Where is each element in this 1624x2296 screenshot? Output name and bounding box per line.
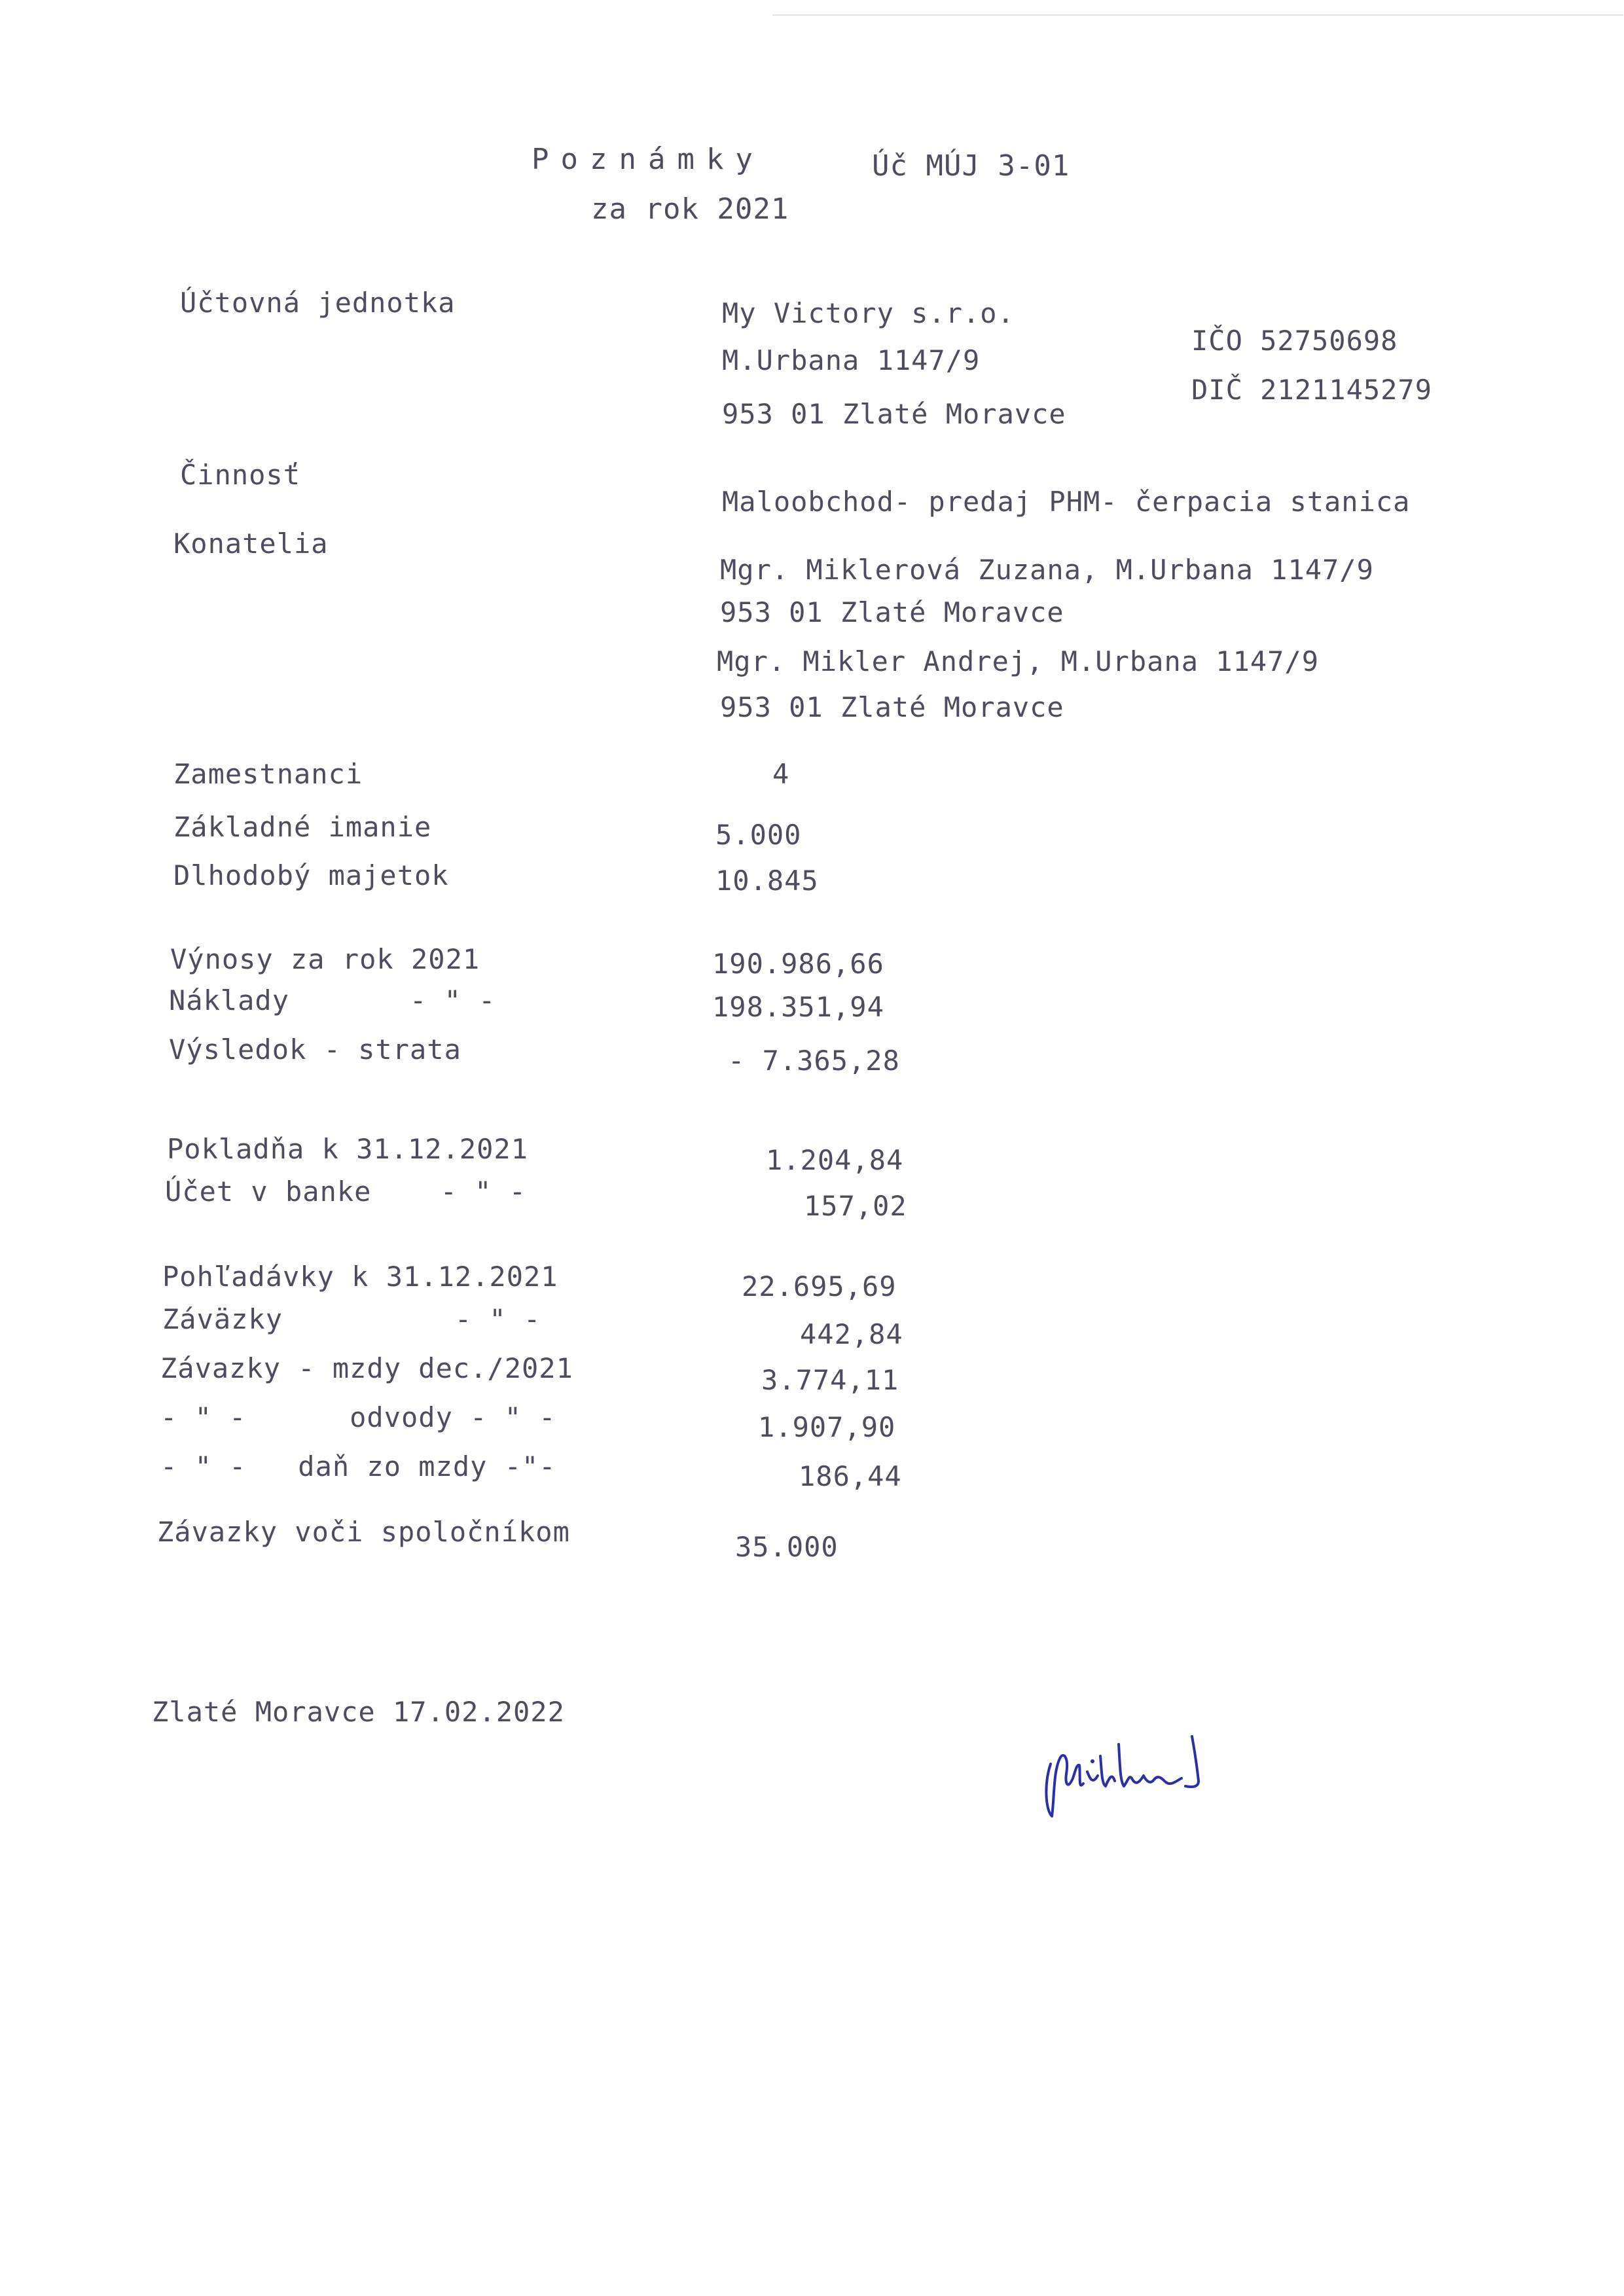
balance-label: - " - daň zo mzdy -"-: [160, 1450, 556, 1482]
balance-value: 3.774,11: [761, 1364, 899, 1396]
top-edge-line: [772, 14, 1623, 16]
balance-label: - " - odvody - " -: [160, 1401, 556, 1433]
balance-label: Záväzky - " -: [162, 1303, 541, 1335]
entity-name: My Victory s.r.o.: [722, 297, 1015, 329]
income-value: 190.986,66: [712, 948, 884, 980]
fact-value: 5.000: [715, 819, 802, 851]
fact-value: 4: [772, 758, 790, 790]
balance-value: 442,84: [800, 1318, 903, 1350]
activity-value: Maloobchod- predaj PHM- čerpacia stanica: [722, 486, 1411, 518]
income-value: - 7.365,28: [728, 1045, 900, 1077]
director-line: Mgr. Mikler Andrej, M.Urbana 1147/9: [717, 645, 1320, 677]
title-word: Poznámky: [532, 143, 765, 176]
director-line: 953 01 Zlaté Moravce: [720, 691, 1064, 723]
partners-value: 35.000: [735, 1531, 839, 1563]
balance-value: 186,44: [799, 1460, 902, 1492]
income-label: Výsledok - strata: [169, 1033, 461, 1066]
balance-value: 22.695,69: [742, 1270, 897, 1302]
subtitle-year: za rok 2021: [591, 192, 789, 226]
title-form: Úč MÚJ 3-01: [872, 149, 1070, 183]
entity-dic: DIČ 2121145279: [1191, 374, 1433, 406]
fact-label: Zamestnanci: [173, 758, 363, 790]
balance-label: Pohľadávky k 31.12.2021: [162, 1261, 558, 1293]
income-label: Výnosy za rok 2021: [170, 943, 480, 975]
fact-value: 10.845: [715, 865, 819, 897]
cash-value: 1.204,84: [766, 1144, 904, 1176]
balance-label: Závazky - mzdy dec./2021: [160, 1352, 573, 1384]
directors-label: Konatelia: [173, 528, 329, 560]
cash-value: 157,02: [804, 1190, 907, 1222]
income-value: 198.351,94: [712, 991, 884, 1023]
partners-label: Závazky voči spoločníkom: [157, 1516, 570, 1548]
fact-label: Dlhodobý majetok: [173, 859, 449, 891]
cash-label: Pokladňa k 31.12.2021: [167, 1133, 529, 1165]
fact-label: Základné imanie: [173, 811, 432, 843]
entity-city: 953 01 Zlaté Moravce: [722, 398, 1066, 430]
entity-street: M.Urbana 1147/9: [722, 344, 981, 376]
director-line: 953 01 Zlaté Moravce: [720, 596, 1064, 628]
balance-value: 1.907,90: [758, 1411, 896, 1443]
activity-label: Činnosť: [180, 459, 301, 491]
entity-label: Účtovná jednotka: [180, 287, 456, 319]
director-line: Mgr. Miklerová Zuzana, M.Urbana 1147/9: [720, 554, 1374, 586]
place-date: Zlaté Moravce 17.02.2022: [152, 1696, 565, 1728]
entity-ico: IČO 52750698: [1191, 325, 1398, 357]
signature: [1038, 1718, 1234, 1829]
income-label: Náklady - " -: [169, 984, 496, 1016]
cash-label: Účet v banke - " -: [165, 1175, 527, 1208]
